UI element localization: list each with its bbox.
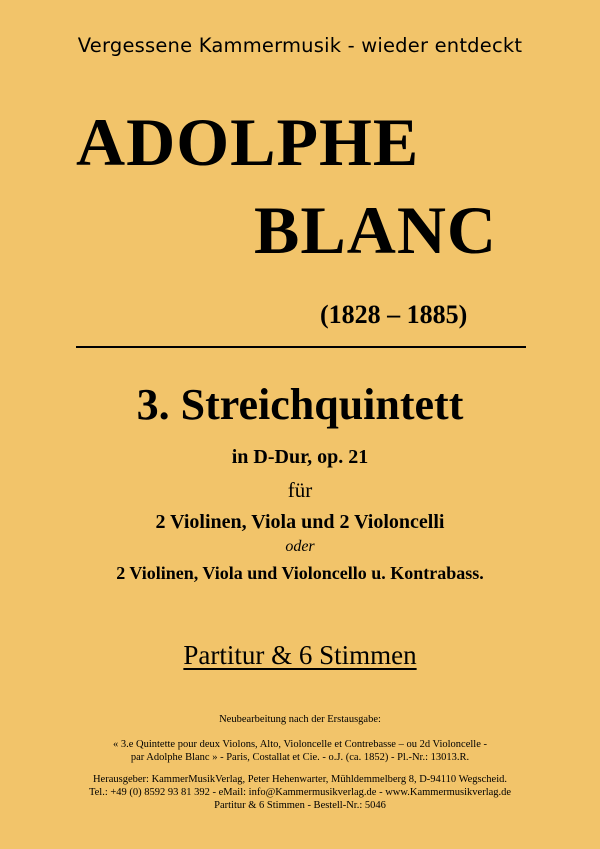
footer-line-2: « 3.e Quintette pour deux Violons, Alto, Violoncelle et Contrebasse – ou 2d Violoncelle -	[112, 739, 487, 750]
work-key-opus: in D-Dur, op. 21	[231, 446, 369, 468]
work-for: für	[287, 478, 313, 502]
work-title: 3. Streichquintett	[136, 380, 464, 429]
composer-dates: (1828 – 1885)	[320, 300, 468, 329]
footer-line-4: Herausgeber: KammerMusikVerlag, Peter Hehenwarter, Mühldemmelberg 8, D-94110 Wegscheid.	[92, 774, 508, 785]
footer-line-5: Tel.: +49 (0) 8592 93 81 392 - eMail: info@Kammermusikverlag.de - www.Kammermusikverlag.de	[88, 787, 512, 798]
composer-last-name: BLANC	[254, 192, 498, 268]
edition-label: Partitur & 6 Stimmen	[183, 640, 417, 670]
divider-line	[76, 346, 526, 348]
series-title: Vergessene Kammermusik - wieder entdeckt	[77, 34, 523, 57]
edition-contents	[0, 640, 600, 671]
instrumentation-alternative: 2 Violinen, Viola und Violoncello u. Kontrabass.	[116, 563, 484, 583]
composer-first-name: ADOLPHE	[76, 104, 420, 180]
footer-line-3: par Adolphe Blanc » - Paris, Costallat et Cie. - o.J. (ca. 1852) - Pl.-Nr.: 13013.R.	[130, 752, 470, 763]
footer-line-6: Partitur & 6 Stimmen - Bestell-Nr.: 5046	[214, 800, 386, 811]
footer-line-1: Neubearbeitung nach der Erstausgabe:	[219, 714, 381, 725]
instrumentation-or: oder	[285, 538, 315, 555]
instrumentation-primary: 2 Violinen, Viola und 2 Violoncelli	[155, 511, 445, 533]
